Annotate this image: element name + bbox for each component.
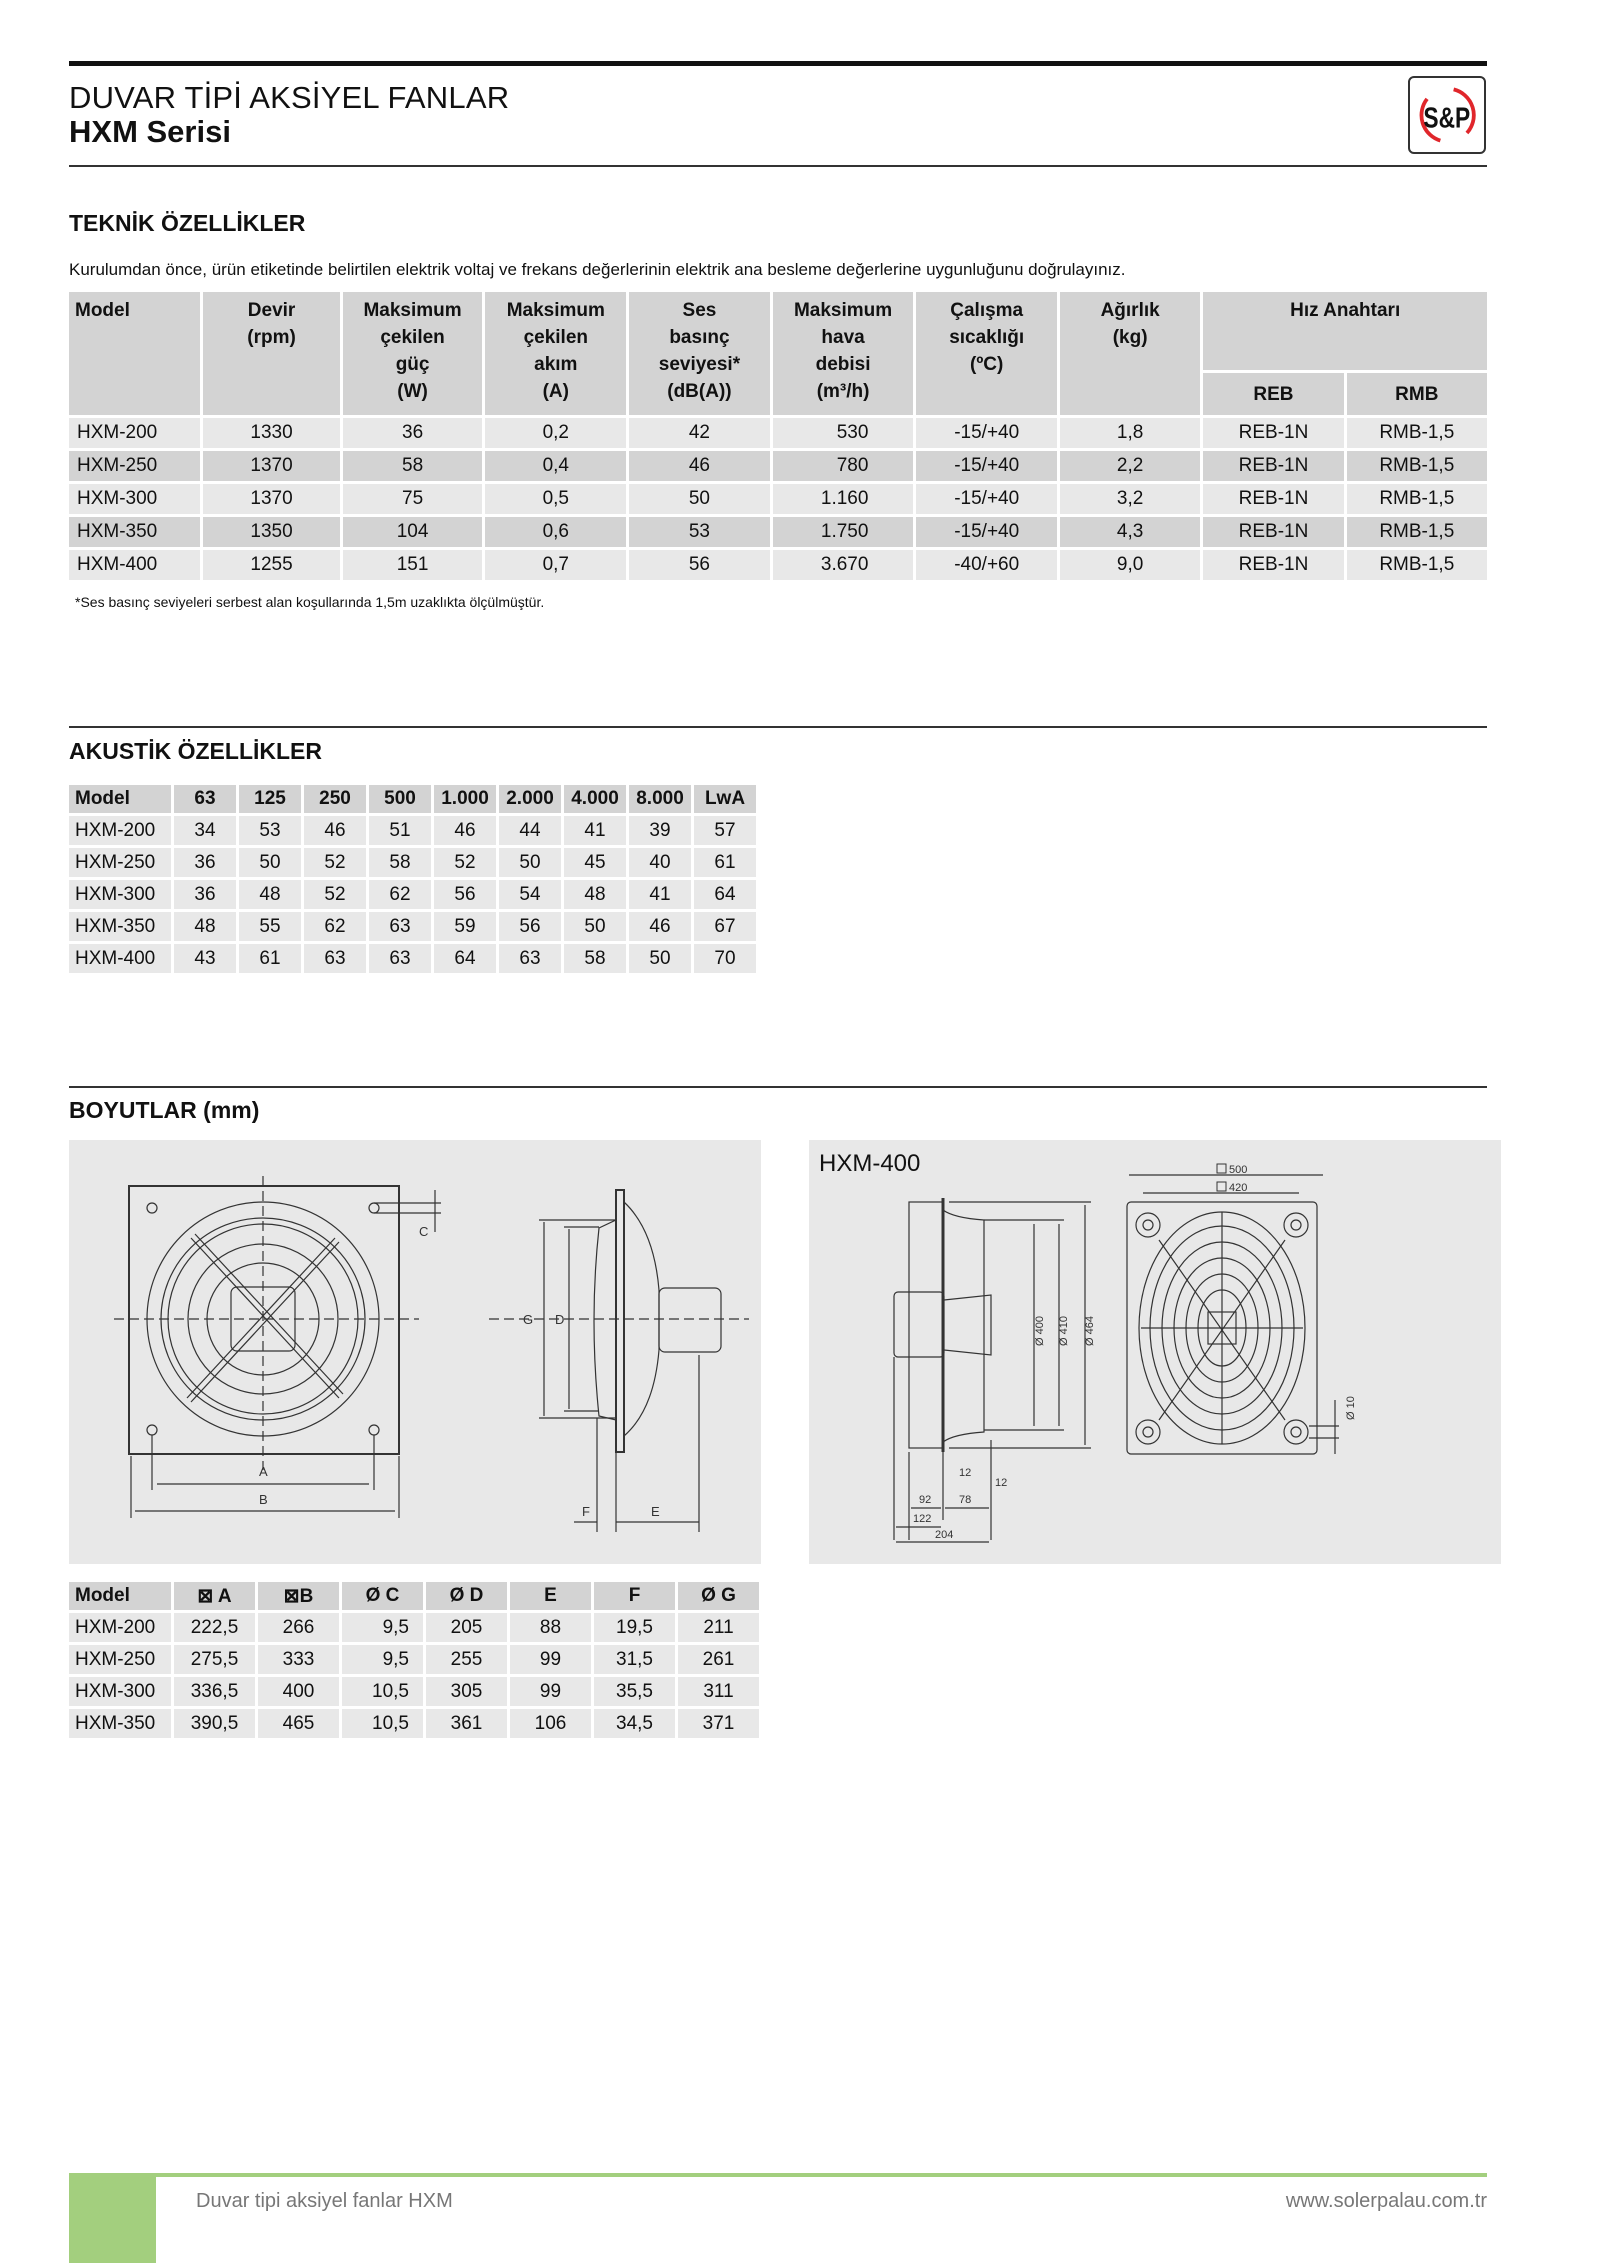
cell-guc: 58 xyxy=(343,451,483,481)
cell-model: HXM-400 xyxy=(69,944,171,973)
col-header-akim: Maksimum çekilen akım (A) xyxy=(485,292,626,415)
fan-hxm400-drawing-icon xyxy=(809,1140,1501,1564)
cell: 51 xyxy=(369,816,431,845)
cell: 63 xyxy=(304,944,366,973)
svg-text:12: 12 xyxy=(959,1467,972,1479)
cell: 50 xyxy=(499,848,561,877)
table-row xyxy=(69,484,1487,514)
teknik-table xyxy=(66,289,1490,583)
cell: 62 xyxy=(304,912,366,941)
cell-ses: 56 xyxy=(629,550,770,580)
cell: 205 xyxy=(426,1613,507,1642)
cell: 50 xyxy=(564,912,626,941)
cell: 48 xyxy=(174,912,236,941)
cell-debi: 780 xyxy=(773,451,914,481)
col-header-lwa: LwA xyxy=(694,785,756,813)
cell-devir: 1330 xyxy=(203,418,339,448)
col-header-250: 250 xyxy=(304,785,366,813)
cell: 34,5 xyxy=(594,1709,675,1738)
svg-text:500: 500 xyxy=(1229,1164,1248,1176)
cell-guc: 36 xyxy=(343,418,483,448)
cell-ses: 42 xyxy=(629,418,770,448)
col-header-f: F xyxy=(594,1582,675,1610)
cell: 36 xyxy=(174,848,236,877)
cell: 52 xyxy=(304,880,366,909)
cell: 211 xyxy=(678,1613,759,1642)
cell: 45 xyxy=(564,848,626,877)
cell: 222,5 xyxy=(174,1613,255,1642)
cell: 465 xyxy=(258,1709,339,1738)
cell-akim: 0,7 xyxy=(485,550,626,580)
cell-akim: 0,2 xyxy=(485,418,626,448)
cell-devir: 1255 xyxy=(203,550,339,580)
table-row xyxy=(69,1709,759,1738)
svg-text:E: E xyxy=(651,1504,660,1519)
cell: 63 xyxy=(369,912,431,941)
cell: 390,5 xyxy=(174,1709,255,1738)
cell-debi: 1.750 xyxy=(773,517,914,547)
cell-sicaklik: -15/+40 xyxy=(916,517,1057,547)
cell: 48 xyxy=(564,880,626,909)
cell-debi: 1.160 xyxy=(773,484,914,514)
cell-model: HXM-200 xyxy=(69,816,171,845)
table-row xyxy=(69,517,1487,547)
cell-model: HXM-350 xyxy=(69,517,200,547)
cell: 44 xyxy=(499,816,561,845)
header-bottom-rule xyxy=(69,165,1487,167)
cell: 400 xyxy=(258,1677,339,1706)
svg-text:F: F xyxy=(582,1504,590,1519)
cell-model: HXM-200 xyxy=(69,418,200,448)
boyutlar-section-title: BOYUTLAR (mm) xyxy=(69,1097,260,1123)
col-header-4000: 4.000 xyxy=(564,785,626,813)
sp-logo xyxy=(1408,76,1486,154)
col-header-500: 500 xyxy=(369,785,431,813)
svg-text:12: 12 xyxy=(995,1477,1008,1489)
col-header-model: Model xyxy=(69,785,171,813)
cell: 61 xyxy=(239,944,301,973)
cell: 64 xyxy=(434,944,496,973)
table-row xyxy=(69,451,1487,481)
cell: 52 xyxy=(304,848,366,877)
col-header-d: Ø D xyxy=(426,1582,507,1610)
cell-sicaklik: -40/+60 xyxy=(916,550,1057,580)
cell: 43 xyxy=(174,944,236,973)
cell: 36 xyxy=(174,880,236,909)
cell: 62 xyxy=(369,880,431,909)
cell-devir: 1370 xyxy=(203,484,339,514)
boyutlar-table xyxy=(66,1579,762,1741)
table-row xyxy=(69,1645,759,1674)
cell-lwa: 70 xyxy=(694,944,756,973)
svg-text:D: D xyxy=(555,1312,565,1327)
cell-model: HXM-350 xyxy=(69,1709,171,1738)
col-header-model: Model xyxy=(69,1582,171,1610)
cell-guc: 104 xyxy=(343,517,483,547)
cell-ses: 53 xyxy=(629,517,770,547)
table-row xyxy=(69,418,1487,448)
cell: 50 xyxy=(629,944,691,973)
cell: 58 xyxy=(369,848,431,877)
page-title: DUVAR TİPİ AKSİYEL FANLAR xyxy=(69,80,510,115)
cell: 52 xyxy=(434,848,496,877)
cell-rmb: RMB-1,5 xyxy=(1347,550,1487,580)
cell-rmb: RMB-1,5 xyxy=(1347,418,1487,448)
col-header-a: ⊠ A xyxy=(174,1582,255,1610)
cell: 9,5 xyxy=(342,1645,423,1674)
cell: 371 xyxy=(678,1709,759,1738)
cell-sicaklik: -15/+40 xyxy=(916,451,1057,481)
cell: 39 xyxy=(629,816,691,845)
table-row xyxy=(69,1613,759,1642)
footer-accent-block xyxy=(69,2173,156,2263)
cell-sicaklik: -15/+40 xyxy=(916,418,1057,448)
svg-text:78: 78 xyxy=(959,1494,972,1506)
cell: 58 xyxy=(564,944,626,973)
cell-model: HXM-300 xyxy=(69,484,200,514)
col-header-1000: 1.000 xyxy=(434,785,496,813)
col-header-debi: Maksimum hava debisi (m³/h) xyxy=(773,292,914,415)
cell: 305 xyxy=(426,1677,507,1706)
cell: 46 xyxy=(629,912,691,941)
header-top-rule xyxy=(69,61,1487,66)
cell: 336,5 xyxy=(174,1677,255,1706)
cell: 10,5 xyxy=(342,1709,423,1738)
cell: 56 xyxy=(499,912,561,941)
svg-text:Ø 10: Ø 10 xyxy=(1345,1396,1357,1420)
diagram-title-hxm400: HXM-400 xyxy=(819,1150,921,1177)
footer-rule xyxy=(69,2173,1487,2177)
cell: 46 xyxy=(434,816,496,845)
col-header-b: ⊠B xyxy=(258,1582,339,1610)
cell-reb: REB-1N xyxy=(1203,517,1343,547)
cell-devir: 1350 xyxy=(203,517,339,547)
akustik-rule xyxy=(69,726,1487,728)
svg-text:S&P: S&P xyxy=(1423,103,1471,134)
teknik-section-title: TEKNİK ÖZELLİKLER xyxy=(69,210,306,236)
boyutlar-rule xyxy=(69,1086,1487,1088)
svg-text:A: A xyxy=(259,1464,268,1479)
teknik-footnote: *Ses basınç seviyeleri serbest alan koşullarında 1,5m uzaklıkta ölçülmüştür. xyxy=(75,594,545,610)
cell: 19,5 xyxy=(594,1613,675,1642)
teknik-intro: Kurulumdan önce, ürün etiketinde belirtilen elektrik voltaj ve frekans değerlerinin elektrik ana besleme değerlerine uygunluğunu doğrulayınız. xyxy=(69,260,1126,279)
cell-akim: 0,4 xyxy=(485,451,626,481)
cell-reb: REB-1N xyxy=(1203,484,1343,514)
svg-text:Ø 410: Ø 410 xyxy=(1058,1316,1070,1346)
cell-lwa: 64 xyxy=(694,880,756,909)
cell-agirlik: 3,2 xyxy=(1060,484,1200,514)
fan-front-side-drawing-icon xyxy=(69,1140,761,1564)
dimension-diagram-hxm400 xyxy=(809,1140,1501,1564)
cell-model: HXM-250 xyxy=(69,1645,171,1674)
svg-text:Ø 400: Ø 400 xyxy=(1034,1316,1046,1346)
akustik-table xyxy=(66,782,759,976)
cell-rmb: RMB-1,5 xyxy=(1347,451,1487,481)
col-header-g: Ø G xyxy=(678,1582,759,1610)
svg-text:420: 420 xyxy=(1229,1182,1248,1194)
table-row xyxy=(69,816,756,845)
cell-lwa: 57 xyxy=(694,816,756,845)
cell: 10,5 xyxy=(342,1677,423,1706)
cell-agirlik: 1,8 xyxy=(1060,418,1200,448)
cell-agirlik: 9,0 xyxy=(1060,550,1200,580)
svg-text:204: 204 xyxy=(935,1529,954,1541)
cell-devir: 1370 xyxy=(203,451,339,481)
svg-text:Ø 464: Ø 464 xyxy=(1084,1316,1096,1346)
cell-akim: 0,5 xyxy=(485,484,626,514)
table-row xyxy=(69,880,756,909)
cell-rmb: RMB-1,5 xyxy=(1347,517,1487,547)
cell-model: HXM-250 xyxy=(69,451,200,481)
cell-guc: 151 xyxy=(343,550,483,580)
cell: 88 xyxy=(510,1613,591,1642)
cell: 9,5 xyxy=(342,1613,423,1642)
cell: 59 xyxy=(434,912,496,941)
col-header-reb: REB xyxy=(1203,373,1343,415)
table-row xyxy=(69,550,1487,580)
cell: 255 xyxy=(426,1645,507,1674)
cell: 361 xyxy=(426,1709,507,1738)
col-header-125: 125 xyxy=(239,785,301,813)
cell: 54 xyxy=(499,880,561,909)
cell: 266 xyxy=(258,1613,339,1642)
cell: 63 xyxy=(369,944,431,973)
cell: 50 xyxy=(239,848,301,877)
cell: 261 xyxy=(678,1645,759,1674)
cell: 41 xyxy=(629,880,691,909)
col-header-hiz-anahtari: Hız Anahtarı xyxy=(1203,292,1487,370)
cell: 34 xyxy=(174,816,236,845)
cell: 99 xyxy=(510,1677,591,1706)
cell: 106 xyxy=(510,1709,591,1738)
cell: 333 xyxy=(258,1645,339,1674)
cell: 311 xyxy=(678,1677,759,1706)
svg-text:92: 92 xyxy=(919,1494,932,1506)
svg-text:122: 122 xyxy=(913,1513,932,1525)
table-row xyxy=(69,944,756,973)
footer-product-name: Duvar tipi aksiyel fanlar HXM xyxy=(196,2190,453,2212)
col-header-agirlik: Ağırlık (kg) xyxy=(1060,292,1200,415)
table-row xyxy=(69,1677,759,1706)
cell-sicaklik: -15/+40 xyxy=(916,484,1057,514)
col-header-e: E xyxy=(510,1582,591,1610)
table-row xyxy=(69,848,756,877)
cell-rmb: RMB-1,5 xyxy=(1347,484,1487,514)
cell-reb: REB-1N xyxy=(1203,418,1343,448)
col-header-8000: 8.000 xyxy=(629,785,691,813)
cell: 46 xyxy=(304,816,366,845)
svg-text:G: G xyxy=(523,1312,534,1327)
cell: 41 xyxy=(564,816,626,845)
col-header-2000: 2.000 xyxy=(499,785,561,813)
cell: 275,5 xyxy=(174,1645,255,1674)
cell-debi: 530 xyxy=(773,418,914,448)
cell: 56 xyxy=(434,880,496,909)
cell-agirlik: 4,3 xyxy=(1060,517,1200,547)
cell: 31,5 xyxy=(594,1645,675,1674)
cell: 63 xyxy=(499,944,561,973)
cell: 53 xyxy=(239,816,301,845)
col-header-63: 63 xyxy=(174,785,236,813)
akustik-section-title: AKUSTİK ÖZELLİKLER xyxy=(69,738,322,764)
cell: 55 xyxy=(239,912,301,941)
cell: 40 xyxy=(629,848,691,877)
cell-ses: 46 xyxy=(629,451,770,481)
cell-lwa: 67 xyxy=(694,912,756,941)
col-header-ses: Ses basınç seviyesi* (dB(A)) xyxy=(629,292,770,415)
col-header-sicaklik: Çalışma sıcaklığı (ºC) xyxy=(916,292,1057,415)
sp-logo-icon xyxy=(1410,78,1484,152)
cell: 48 xyxy=(239,880,301,909)
col-header-devir: Devir (rpm) xyxy=(203,292,339,415)
footer-website-link[interactable]: www.solerpalau.com.tr xyxy=(1285,2190,1487,2212)
col-header-c: Ø C xyxy=(342,1582,423,1610)
cell-lwa: 61 xyxy=(694,848,756,877)
col-header-rmb: RMB xyxy=(1347,373,1487,415)
cell-reb: REB-1N xyxy=(1203,451,1343,481)
col-header-model: Model xyxy=(69,292,200,415)
cell: 99 xyxy=(510,1645,591,1674)
col-header-guc: Maksimum çekilen güç (W) xyxy=(343,292,483,415)
dimension-diagram-generic xyxy=(69,1140,761,1564)
cell: 35,5 xyxy=(594,1677,675,1706)
cell-reb: REB-1N xyxy=(1203,550,1343,580)
cell-model: HXM-250 xyxy=(69,848,171,877)
cell-model: HXM-400 xyxy=(69,550,200,580)
cell-model: HXM-300 xyxy=(69,1677,171,1706)
cell-akim: 0,6 xyxy=(485,517,626,547)
svg-text:C: C xyxy=(419,1224,429,1239)
cell-guc: 75 xyxy=(343,484,483,514)
cell-debi: 3.670 xyxy=(773,550,914,580)
cell-agirlik: 2,2 xyxy=(1060,451,1200,481)
cell-ses: 50 xyxy=(629,484,770,514)
cell-model: HXM-200 xyxy=(69,1613,171,1642)
cell-model: HXM-300 xyxy=(69,880,171,909)
table-row xyxy=(69,912,756,941)
svg-text:B: B xyxy=(259,1492,268,1507)
cell-model: HXM-350 xyxy=(69,912,171,941)
page-subtitle: HXM Serisi xyxy=(69,114,231,149)
